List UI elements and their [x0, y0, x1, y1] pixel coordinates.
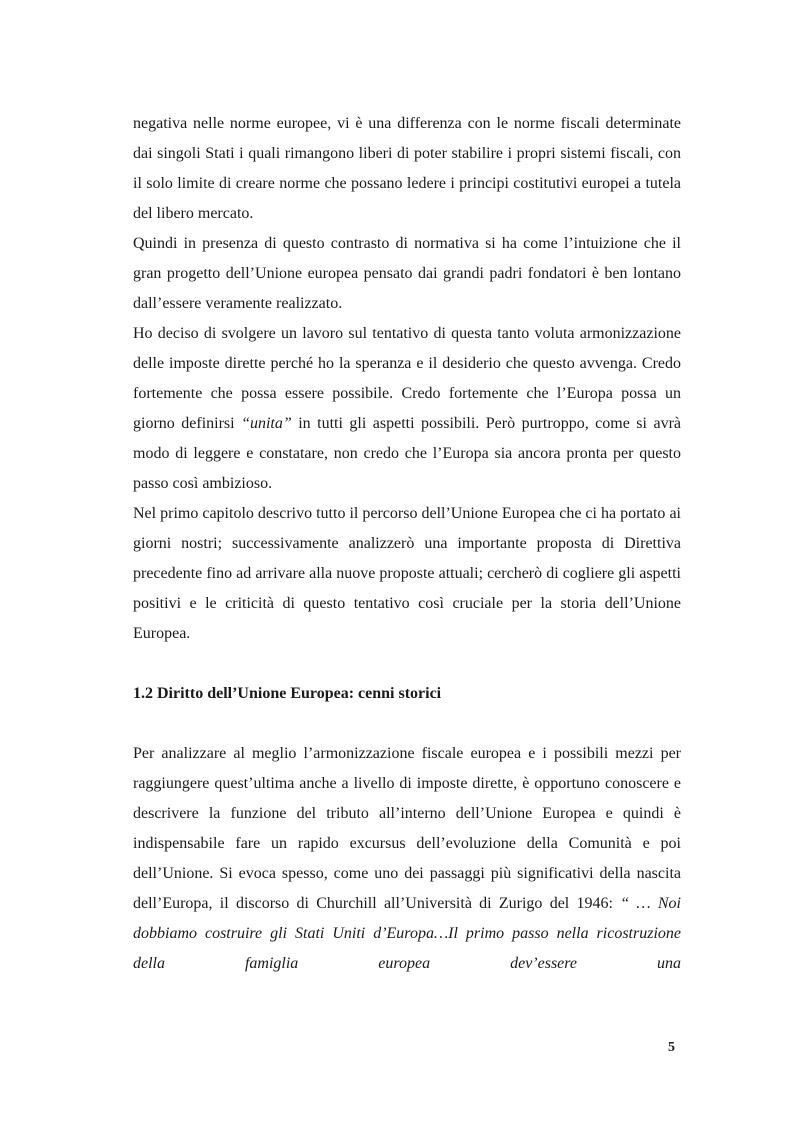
paragraph-contrast: Quindi in presenza di questo contrasto di normativa si ha come l’intuizione che il gran progetto dell’Unione europea pensato dai grandi padri fondatori è ben lontano dall’essere veramente realizzato.: [133, 235, 681, 312]
paragraph-motivation: [133, 319, 681, 499]
page-body: [133, 109, 681, 979]
section-heading: 1.2 Diritto dell’Unione Europea: cenni storici: [133, 685, 442, 702]
paragraph-motivation-text-2: in tutti gli aspetti possibili. Però purtroppo, come si avrà modo di leggere e constatare, non credo che l’Europa sia ancora pronta per questo passo così ambizioso.: [133, 415, 681, 492]
paragraph-history: [133, 739, 681, 979]
page-number: 5: [668, 1040, 675, 1055]
paragraph-outline: Nel primo capitolo descrivo tutto il percorso dell’Unione Europea che ci ha portato ai giorni nostri; successivamente analizzerò una importante proposta di Direttiva precedente fino ad arrivare alla nuove proposte attuali; cercherò di cogliere gli aspetti positivi e le criticità di questo tentativo così cruciale per la storia dell’Unione Europea.: [133, 505, 681, 642]
paragraph-motivation-italic: “unita”: [241, 415, 292, 432]
churchill-quote: “ … Noi dobbiamo costruire gli Stati Uniti d’Europa…Il primo passo nella ricostruzione della famiglia europea dev’essere una: [133, 895, 682, 972]
paragraph-history-text: Per analizzare al meglio l’armonizzazione fiscale europea e i possibili mezzi per raggiungere quest’ultima anche a livello di imposte dirette, è opportuno conoscere e descrivere la funzione del tributo all’interno dell’Unione Europea e quindi è indispensabile fare un rapido excursus dell’evoluzione della Comunità e poi dell’Unione. Si evoca spesso, come uno dei passaggi più significativi della nascita dell’Europa, il discorso di Churchill all’Università di Zurigo del 1946:: [133, 745, 681, 912]
paragraph-motivation-text-1: Ho deciso di svolgere un lavoro sul tentativo di questa tanto voluta armonizzazione delle imposte dirette perché ho la speranza e il desiderio che questo avvenga. Credo fortemente che possa essere possibile. Credo fortemente che l’Europa possa un giorno definirsi: [133, 325, 681, 432]
paragraph-continuation: negativa nelle norme europee, vi è una differenza con le norme fiscali determinate dai singoli Stati i quali rimangono liberi di poter stabilire i propri sistemi fiscali, con il solo limite di creare norme che possano ledere i principi costitutivi europei a tutela del libero mercato.: [133, 115, 681, 222]
